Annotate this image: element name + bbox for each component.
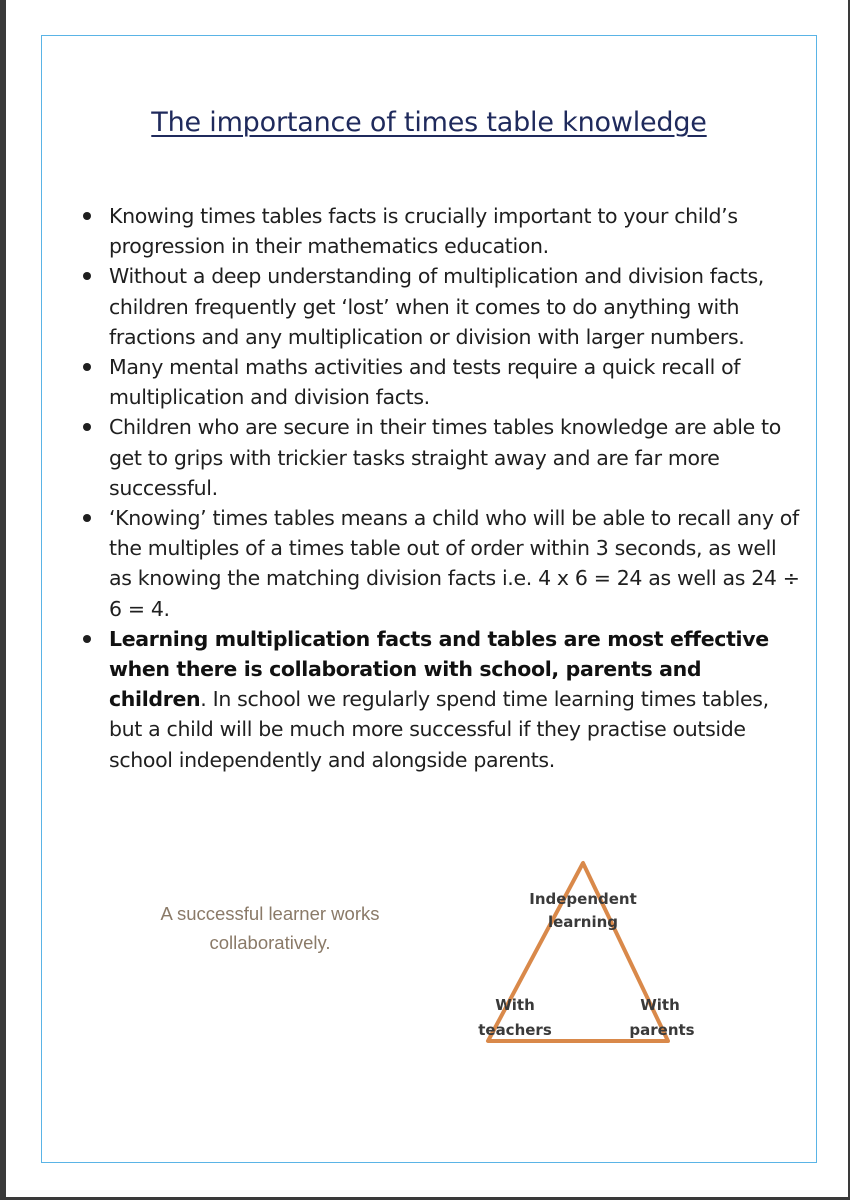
bullet-text: Children who are secure in their times tables knowledge are able to get to grips with trickier tasks straight away and are far more successful.	[109, 415, 781, 500]
label-with-left: With	[495, 996, 535, 1014]
bullet-list	[80, 201, 805, 775]
label-teachers: teachers	[478, 1021, 552, 1039]
triangle-svg	[468, 855, 708, 1055]
label-independent: Independent	[529, 890, 637, 908]
bullet-text: Many mental maths activities and tests require a quick recall of multiplication and division facts.	[109, 355, 741, 410]
bullet-dot-icon	[83, 272, 91, 280]
window-edge-left	[0, 0, 6, 1200]
bullet-text: Knowing times tables facts is crucially important to your child’s progression in their mathematics education.	[109, 204, 738, 259]
bullet-item	[80, 261, 805, 352]
caption-text	[120, 899, 420, 957]
bullet-item	[80, 412, 805, 503]
bullet-dot-icon	[83, 363, 91, 371]
label-with-right: With	[640, 996, 680, 1014]
bullet-dot-icon	[83, 212, 91, 220]
page-title: The importance of times table knowledge	[151, 107, 707, 138]
bullet-text: . In school we regularly spend time learning times tables, but a child will be much more successful if they practise outside school independently and alongside parents.	[109, 687, 769, 772]
bullet-item	[80, 352, 805, 412]
bullet-text: ‘Knowing’ times tables means a child who will be able to recall any of the multiples of a times table out of order within 3 seconds, as well as knowing the matching division facts i.e. 4 x 6 = 24 as well as 24 ÷ 6 = 4.	[109, 506, 800, 621]
caption-line: collaboratively.	[209, 932, 331, 953]
label-learning: learning	[547, 913, 619, 931]
collaboration-triangle-diagram	[468, 855, 708, 1055]
bullet-text: Without a deep understanding of multiplication and division facts, children frequently get ‘lost’ when it comes to do anything with fractions and any multiplication or division with larger numbers.	[109, 264, 764, 349]
bullet-item	[80, 503, 805, 624]
label-parents: parents	[629, 1021, 695, 1039]
caption-line: A successful learner works	[160, 903, 380, 924]
bullet-dot-icon	[83, 423, 91, 431]
bullet-item	[80, 201, 805, 261]
bullet-dot-icon	[83, 514, 91, 522]
bullet-bold-text: Learning multiplication facts and tables are most effective when there is collaboration with school, parents and children	[109, 626, 769, 712]
bullet-item	[80, 624, 805, 775]
bullet-dot-icon	[83, 635, 91, 643]
